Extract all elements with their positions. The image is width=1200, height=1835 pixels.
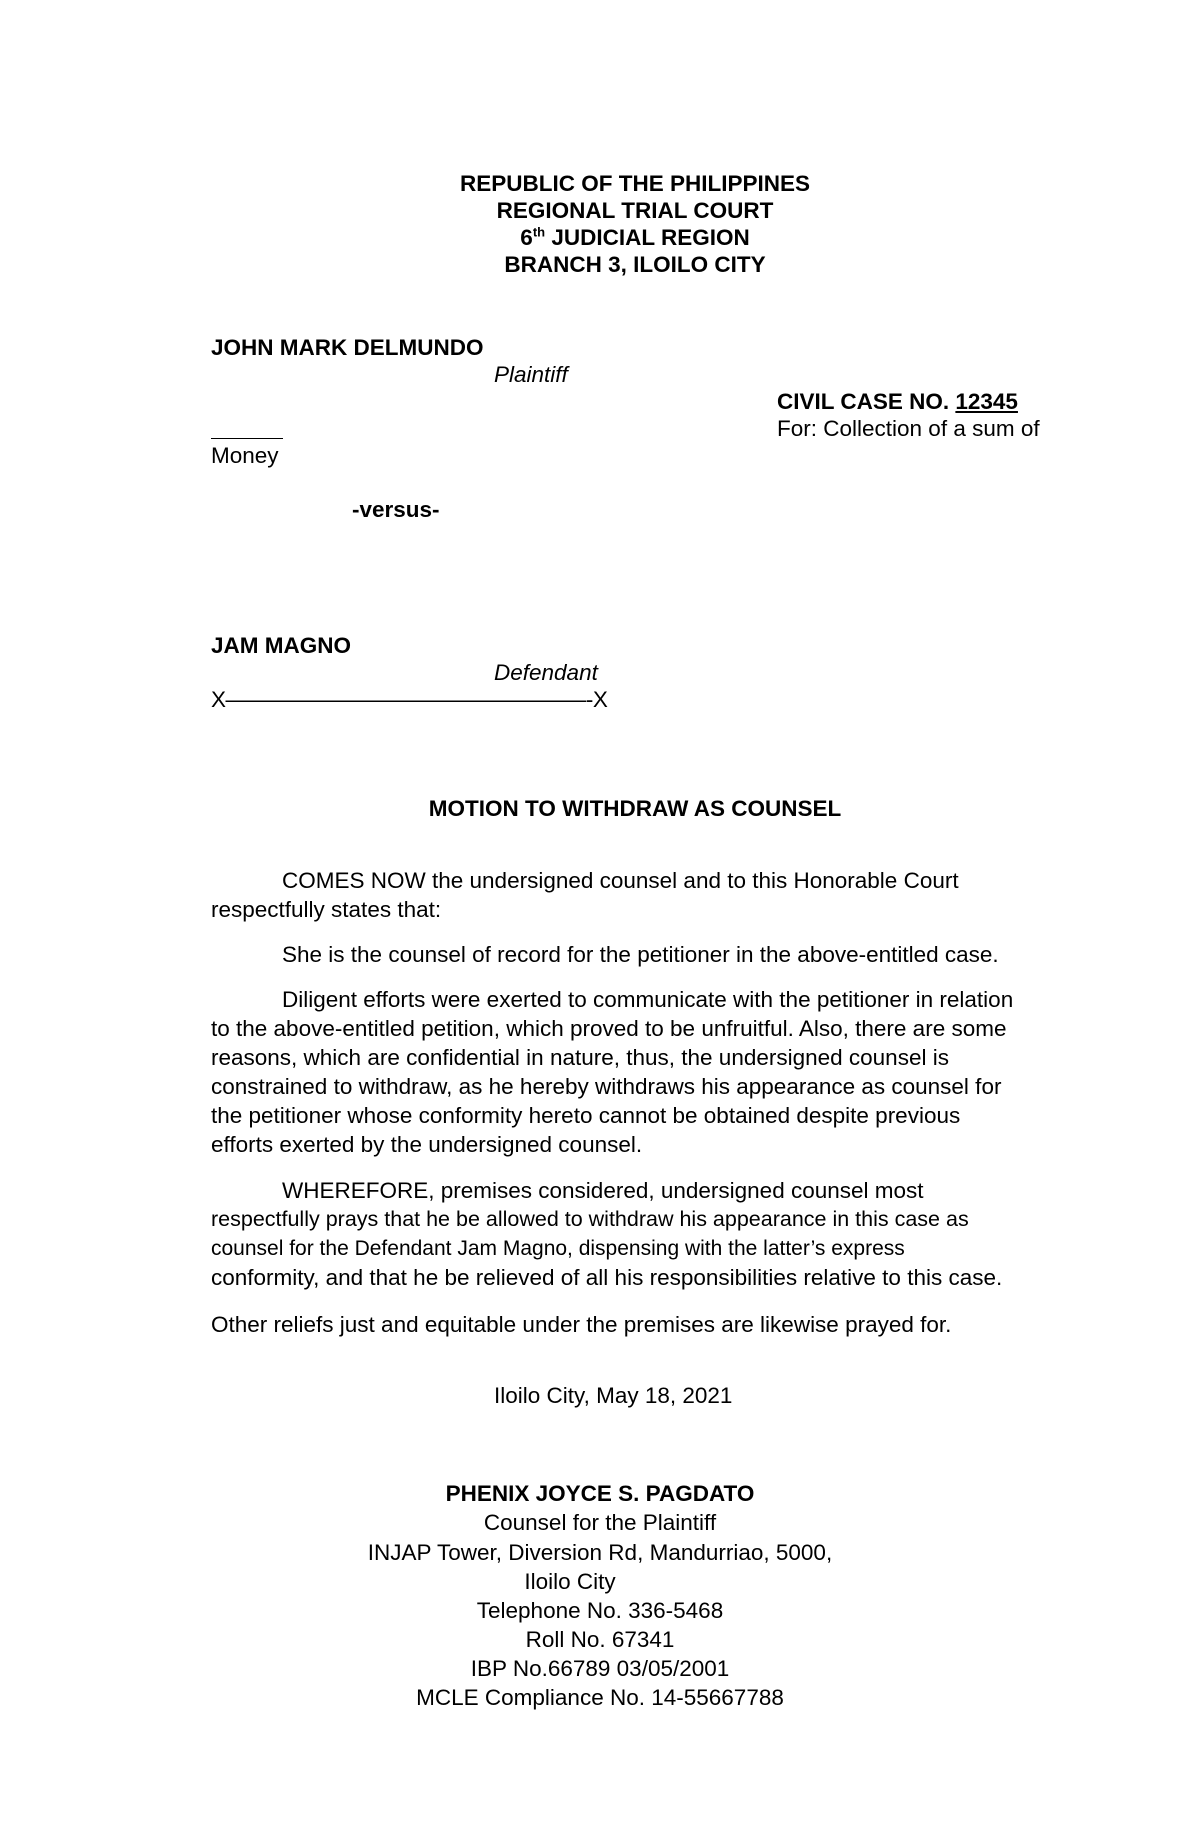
counsel-role: Counsel for the Plaintiff [483,1510,717,1535]
counsel-name: PHENIX JOYCE S. PAGDATO [445,1481,755,1506]
header-region-number: 6 [520,225,533,250]
counsel-address-line2: Iloilo City [524,1569,616,1594]
place-date: Iloilo City, May 18, 2021 [494,1383,733,1408]
paragraph-comes-now [211,866,1051,924]
plaintiff-name: JOHN MARK DELMUNDO [211,335,484,360]
paragraph-wherefore [211,1176,1051,1292]
blank-underline [211,438,283,439]
paragraph-line: efforts exerted by the undersigned counsel. [211,1132,643,1157]
header-region-ordinal: th [532,224,546,240]
defendant-name: JAM MAGNO [211,633,351,658]
case-for: For: Collection of a sum of [777,416,1040,441]
counsel-address-line1: INJAP Tower, Diversion Rd, Mandurriao, 5000, [367,1540,833,1565]
header-region-text: JUDICIAL REGION [545,225,750,250]
paragraph-line: counsel for the Defendant Jam Magno, dispensing with the latter’s express [211,1237,905,1260]
defendant-role: Defendant [494,660,598,685]
counsel-roll: Roll No. 67341 [525,1627,675,1652]
paragraph-line: constrained to withdraw, as he hereby withdraws his appearance as counsel for [211,1074,1002,1099]
paragraph-line: to the above-entitled petition, which proved to be unfruitful. Also, there are some [211,1016,1007,1041]
case-for-money: Money [211,443,279,468]
paragraph-line: Diligent efforts were exerted to communicate with the petitioner in relation [282,987,1014,1012]
case-label: CIVIL CASE NO. [777,389,956,414]
paragraph-diligent-efforts [211,985,1051,1159]
paragraph-line: respectfully prays that he be allowed to withdraw his appearance in this case as [211,1207,969,1231]
plaintiff-role: Plaintiff [494,362,568,387]
paragraph-line: reasons, which are confidential in nature, thus, the undersigned counsel is [211,1045,949,1070]
paragraph-line: the petitioner whose conformity hereto cannot be obtained despite previous [211,1103,961,1128]
paragraph-line: COMES NOW the undersigned counsel and to this Honorable Court [282,868,959,893]
header-branch: BRANCH 3, ILOILO CITY [504,252,766,277]
header-region [0,225,1200,251]
paragraph-counsel-of-record [211,940,1051,969]
counsel-ibp: IBP No.66789 03/05/2001 [470,1656,730,1681]
counsel-telephone: Telephone No. 336-5468 [476,1598,724,1623]
paragraph-line: conformity, and that he be relieved of all his responsibilities relative to this case. [211,1265,1003,1290]
paragraph-line: She is the counsel of record for the petitioner in the above-entitled case. [282,942,999,967]
paragraph-line: WHEREFORE, premises considered, undersigned counsel most [282,1178,924,1203]
header-court: REGIONAL TRIAL COURT [496,198,774,223]
versus-label: -versus- [352,497,440,522]
case-number: 12345 [955,389,1018,414]
caption-separator: X––––––––––––––––––––––––––––––-X [211,687,608,712]
case-number-line [777,389,1018,415]
paragraph-other-reliefs [211,1310,1051,1339]
paragraph-line: respectfully states that: [211,897,442,922]
header-republic: REPUBLIC OF THE PHILIPPINES [459,171,811,196]
paragraph-line: Other reliefs just and equitable under the premises are likewise prayed for. [211,1312,952,1337]
motion-title: MOTION TO WITHDRAW AS COUNSEL [428,796,842,821]
counsel-mcle: MCLE Compliance No. 14-55667788 [416,1685,784,1710]
